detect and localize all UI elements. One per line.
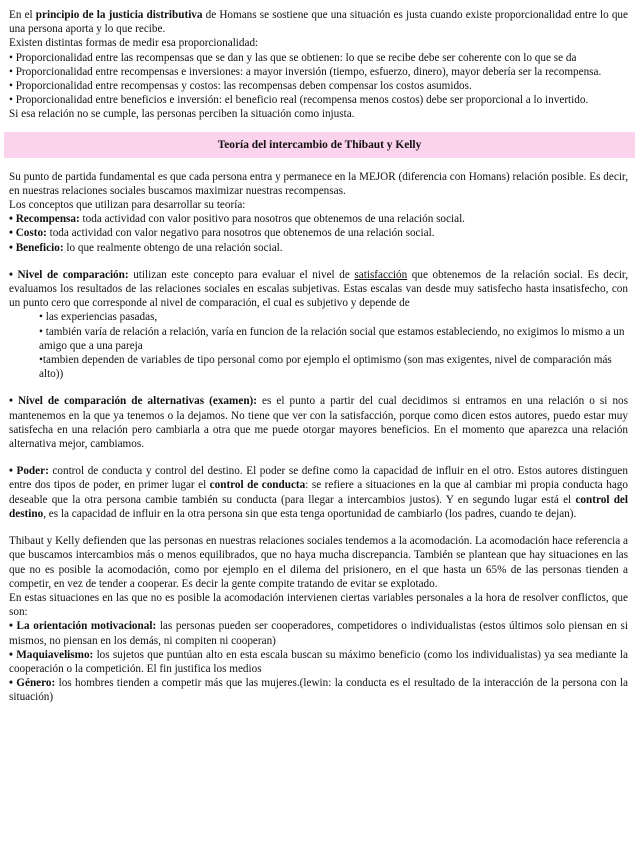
fate-control-term: control del destino xyxy=(9,493,628,520)
gender-label: • Género: xyxy=(9,677,56,690)
comparison-factor-3: •tambien dependen de variables de tipo personal como por ejemplo el optimismo (son mas exigentes, nivel de comparación más alto)) xyxy=(39,354,612,381)
concept-reward: • Recompensa: toda actividad con valor positivo para nosotros que obtenemos de una relación social. xyxy=(9,213,465,226)
section-title-band: Teoría del intercambio de Thibaut y Kelly xyxy=(4,132,635,158)
proportionality-bullet-2: • Proporcionalidad entre recompensas e inversiones: a mayor inversión (tiempo, esfuerzo, dinero), mayor debería ser la recompensa. xyxy=(9,65,602,78)
injustice-sentence: Si esa relación no se cumple, las personas perciben la situación como injusta. xyxy=(9,108,355,121)
forms-intro: Existen distintas formas de medir esa proporcionalidad: xyxy=(9,37,259,50)
alternatives-label: • Nivel de comparación de alternativas (examen): xyxy=(9,395,257,408)
proportionality-bullet-4: • Proporcionalidad entre beneficios e inversión: el beneficio real (recompensa menos costos) debe ser proporcional a lo invertido. xyxy=(9,94,589,107)
proportionality-bullet-1: • Proporcionalidad entre las recompensas que se dan y las que se obtienen: lo que se recibe debe ser coherente con lo que se da xyxy=(9,51,577,64)
document-page xyxy=(9,8,628,705)
accommodation-paragraph: Thibaut y Kelly defienden que las personas en nuestras relaciones sociales tendemos a la acomodación. La acomodación hace referencia a que buscamos intercambios más o menos equilibrados, que no haya mucha discrepancia. También se plantean que hay situaciones en las que no es posible la acomodación, como por ejemplo en el dilema del prisionero, en el que hasta un 65% de las personas tienden a competir, en vez de tender a cooperar. Es decir la gente compite tratando de evitar se explotado. xyxy=(9,535,628,590)
variable-gender: • Género: los hombres tienden a competir más que las mujeres.(lewin: la conducta es el resultado de la interacción de la persona con la situación) xyxy=(9,677,629,704)
machiavellianism-label: • Maquiavelismo: xyxy=(9,648,94,661)
comparison-level-paragraph: • Nivel de comparación: utilizan este concepto para evaluar el nivel de satisfacción que obtenemos de la relación social. Es decir, evaluamos los resultados de las relaciones sociales en escalas subjetivas. Estas escalas van desde muy satisfecho hasta insatisfecho, con un punto cero que corresponde al nivel de comparación, el cual es subjetivo y depende de xyxy=(9,268,629,310)
variable-machiavellianism: • Maquiavelismo: los sujetos que puntúan alto en esta escala buscan su máximo beneficio (como los individualistas) ya sea mediante la cooperación o la competición. El fin justifica los medios xyxy=(9,648,629,675)
power-paragraph: • Poder: control de conducta y control del destino. El poder se define como la capacidad de influir en el otro. Estos autores distinguen entre dos tipos de poder, en primer lugar el control de conducta: se refiere a situaciones en la que al cambiar mi propia conducta hago deseable que la otra persona cambie también su conducta (para llegar a intercambios justos). Y en segundo lugar está el control del destino, es la capacidad de influir en la otra persona sin que esta tenga oportunidad de cambiarlo (los padres, cuando te dejan). xyxy=(9,465,628,520)
justice-principle-term: principio de la justicia distributiva xyxy=(35,9,203,21)
motivational-orientation-label: • La orientación motivacional: xyxy=(9,620,157,633)
personal-variables-intro: En estas situaciones en las que no es posible la acomodación intervienen ciertas variables personales a la hora de resolver conflictos, que son: xyxy=(9,591,628,619)
concept-benefit: • Beneficio: lo que realmente obtengo de una relación social. xyxy=(9,241,283,254)
behavior-control-term: control de conducta xyxy=(209,479,306,492)
variable-motivational-orientation: • La orientación motivacional: las personas pueden ser cooperadores, competidores o individualistas (estos últimos solo piensan en si mismos, no piensan en los demás, ni compiten ni cooperan) xyxy=(9,620,628,647)
alternatives-paragraph: • Nivel de comparación de alternativas (examen): es el punto a partir del cual decidimos si entramos en una relación o si nos mantenemos en la que ya tenemos o la dejamos. No tiene que ver con la satisfacción, porque como dicen estos autores, puedo estar muy satisfecha en una relación pero cambiarla a otra que me puede otorgar mayores beneficios. En el momento que aparezca una relación alternativa mejor, cambiamos. xyxy=(9,395,628,451)
satisfaction-underlined: satisfacción xyxy=(354,268,408,281)
comparison-factor-2: • también varía de relación a relación, varía en funcion de la relación social que estamos estableciendo, no exigimos lo mismo a un amigo que a una pareja xyxy=(39,325,625,352)
comparison-factor-1: • las experiencias pasadas, xyxy=(39,311,158,324)
power-label: • Poder: xyxy=(9,465,49,478)
proportionality-bullet-3: • Proporcionalidad entre recompensas y costos: las recompensas deben compensar los costos asumidos. xyxy=(9,80,472,93)
concepts-intro: Los conceptos que utilizan para desarrollar su teoría: xyxy=(9,199,246,212)
thibaut-kelly-intro: Su punto de partida fundamental es que cada persona entra y permanece en la MEJOR (diferencia con Homans) relación posible. Es decir, en nuestras relaciones sociales buscamos maximizar nuestras recompensas. xyxy=(9,170,628,197)
comparison-level-label: • Nivel de comparación: xyxy=(9,268,129,281)
justice-principle-paragraph: En el principio de la justicia distributiva de Homans se sostiene que una situación es justa cuando existe proporcionalidad entre lo que una persona aporta y lo que recibe. xyxy=(9,9,628,36)
concept-reward-label: • Recompensa: xyxy=(9,213,80,226)
concept-benefit-label: • Beneficio: xyxy=(9,241,64,254)
concept-cost-label: • Costo: xyxy=(9,227,47,240)
concept-cost: • Costo: toda actividad con valor negativo para nosotros que obtenemos de una relación social. xyxy=(9,227,435,240)
